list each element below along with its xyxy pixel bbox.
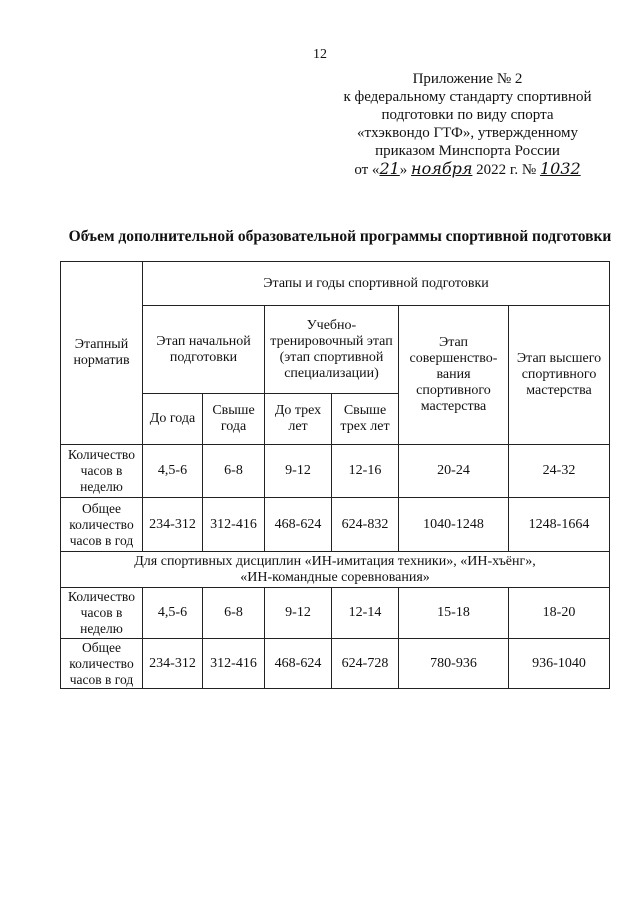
cell: 468-624	[265, 498, 332, 552]
annex-line: приказом Минспорта России	[375, 143, 560, 159]
cell: 624-728	[332, 639, 399, 689]
section-label: Для спортивных дисциплин «ИН-имитация техники», «ИН-хъёнг», «ИН-командные соревнования»	[61, 552, 610, 588]
document-title: Объем дополнительной образовательной программы спортивной подготовки	[68, 228, 612, 245]
date-month: ноября	[411, 159, 473, 178]
stage-improvement-header: Этап совершенство-вания спортивного мастерства	[399, 306, 509, 445]
annex-title: Приложение № 2	[412, 71, 523, 87]
page-number: 12	[313, 47, 327, 62]
cell: 6-8	[203, 445, 265, 498]
date-year: 2022 г. №	[476, 162, 537, 178]
cell: 468-624	[265, 639, 332, 689]
row-label: Общее количество часов в год	[61, 498, 143, 552]
cell: 4,5-6	[143, 445, 203, 498]
header-row	[61, 262, 610, 306]
sub-over-three: Свыше трех лет	[332, 394, 399, 445]
table-row	[61, 639, 610, 689]
norm-header: Этапный норматив	[61, 262, 143, 445]
cell: 936-1040	[509, 639, 610, 689]
cell: 312-416	[203, 639, 265, 689]
program-volume-table	[60, 261, 610, 689]
annex-block	[300, 70, 635, 179]
stage-initial-header: Этап начальной подготовки	[143, 306, 265, 394]
cell: 312-416	[203, 498, 265, 552]
sub-over-year: Свыше года	[203, 394, 265, 445]
row-label: Количество часов в неделю	[61, 588, 143, 639]
cell: 18-20	[509, 588, 610, 639]
cell: 624-832	[332, 498, 399, 552]
table-row	[61, 445, 610, 498]
order-number: 1032	[539, 159, 581, 178]
cell: 780-936	[399, 639, 509, 689]
annex-line: подготовки по виду спорта	[381, 107, 554, 123]
row-label: Общее количество часов в год	[61, 639, 143, 689]
stage-training-header: Учебно-тренировочный этап (этап спортивной специализации)	[265, 306, 399, 394]
table-row	[61, 498, 610, 552]
cell: 12-14	[332, 588, 399, 639]
table-row	[61, 588, 610, 639]
cell: 12-16	[332, 445, 399, 498]
cell: 234-312	[143, 498, 203, 552]
sub-up-to-three: До трех лет	[265, 394, 332, 445]
stage-header-row	[61, 306, 610, 394]
cell: 9-12	[265, 445, 332, 498]
stage-higher-header: Этап высшего спортивного мастерства	[509, 306, 610, 445]
cell: 24-32	[509, 445, 610, 498]
cell: 4,5-6	[143, 588, 203, 639]
cell: 1248-1664	[509, 498, 610, 552]
annex-date-line	[300, 160, 635, 179]
cell: 9-12	[265, 588, 332, 639]
date-day: 21	[379, 159, 400, 178]
cell: 1040-1248	[399, 498, 509, 552]
stages-header: Этапы и годы спортивной подготовки	[143, 262, 610, 306]
annex-line: «тхэквондо ГТФ», утвержденному	[357, 125, 578, 141]
date-prefix: от «	[354, 162, 380, 178]
cell: 20-24	[399, 445, 509, 498]
annex-line: к федеральному стандарту спортивной	[343, 89, 592, 105]
row-label: Количество часов в неделю	[61, 445, 143, 498]
cell: 6-8	[203, 588, 265, 639]
date-mid: »	[399, 162, 408, 178]
sub-up-to-year: До года	[143, 394, 203, 445]
cell: 234-312	[143, 639, 203, 689]
cell: 15-18	[399, 588, 509, 639]
section-row	[61, 552, 610, 588]
